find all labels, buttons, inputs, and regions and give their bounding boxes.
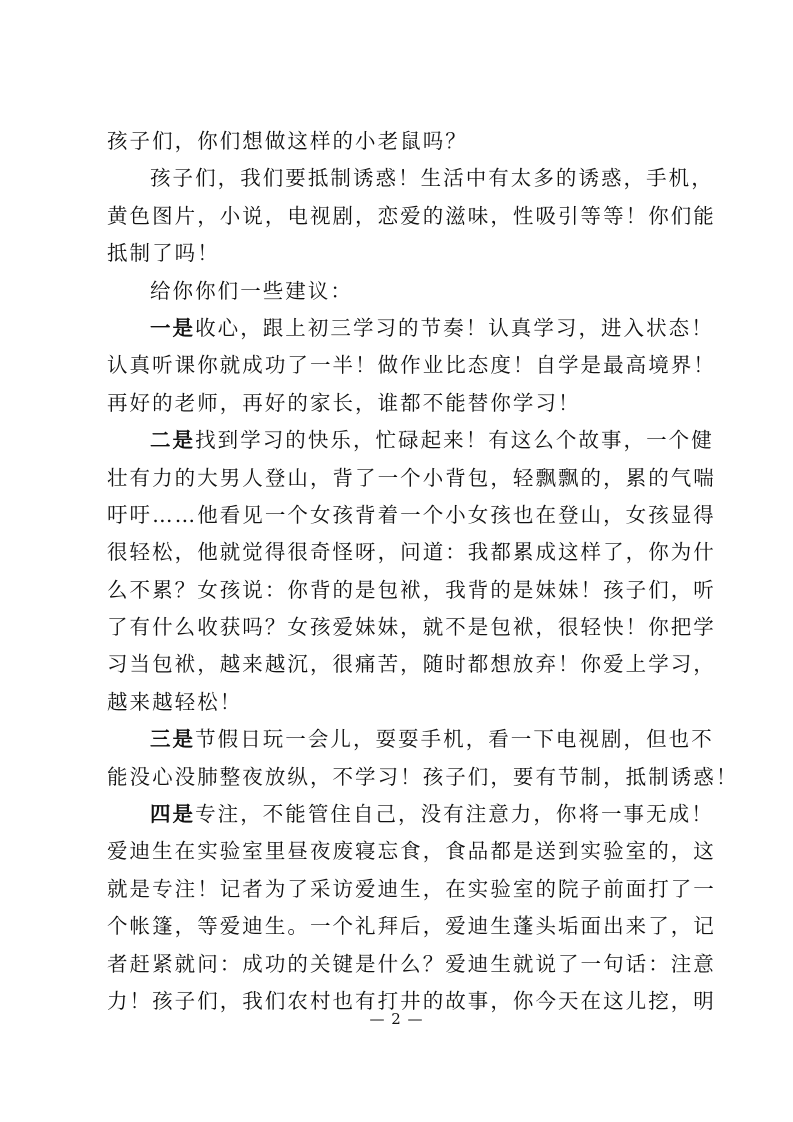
- text-line: 给你你们一些建议：: [150, 278, 353, 303]
- text-line: 越来越轻松！: [107, 689, 243, 714]
- point-label: 二是: [150, 428, 196, 453]
- text-run: 节假日玩一会儿，耍耍手机，看一下电视剧，但也不: [195, 727, 714, 752]
- page-number: — 2 —: [369, 1010, 424, 1028]
- text-line: 了有什么收获吗？女孩爱妹妹，就不是包袱，很轻快！你把学: [107, 615, 716, 640]
- text-line: 能没心没肺整夜放纵，不学习！孩子们，要有节制，抵制诱惑！: [107, 764, 739, 789]
- text-line: 爱迪生在实验室里昼夜废寝忘食，食品都是送到实验室的，这: [107, 839, 716, 864]
- text-line: 壮有力的大男人登山，背了一个小背包，轻飘飘的，累的气喘: [107, 465, 716, 490]
- text-line: [107, 721, 714, 758]
- point-label: 四是: [150, 802, 196, 827]
- text-run: 收心，跟上初三学习的节奏！认真学习，进入状态！: [195, 315, 714, 340]
- text-line: 再好的老师，再好的家长，谁都不能替你学习！: [107, 390, 581, 415]
- text-line: 孩子们，我们要抵制诱惑！生活中有太多的诱惑，手机，: [150, 166, 714, 191]
- point-label: 三是: [150, 727, 196, 752]
- text-line: 黄色图片，小说，电视剧，恋爱的滋味，性吸引等等！你们能: [107, 203, 716, 228]
- text-line: 力！孩子们，我们农村也有打井的故事，你今天在这儿挖，明: [107, 988, 716, 1013]
- text-run: 专注，不能管住自己，没有注意力，你将一事无成！: [195, 802, 714, 827]
- text-line: 么不累？女孩说：你背的是包袱，我背的是妹妹！孩子们，听: [107, 577, 716, 602]
- text-line: 个帐篷，等爱迪生。一个礼拜后，爱迪生蓬头垢面出来了，记: [107, 914, 716, 939]
- text-line: 抵制了吗！: [107, 241, 220, 266]
- text-line: 很轻松，他就觉得很奇怪呀，问道：我都累成这样了，你为什: [107, 540, 716, 565]
- text-line: 认真听课你就成功了一半！做作业比态度！自学是最高境界！: [107, 353, 716, 378]
- text-run: 找到学习的快乐，忙碌起来！有这么个故事，一个健: [195, 428, 714, 453]
- text-line: 习当包袱，越来越沉，很痛苦，随时都想放弃！你爱上学习，: [107, 652, 716, 677]
- text-line: [107, 422, 714, 459]
- document-body: [107, 123, 739, 1020]
- text-line: 吁吁……他看见一个女孩背着一个小女孩也在登山，女孩显得: [107, 502, 716, 527]
- text-line: 者赶紧就问：成功的关键是什么？爱迪生就说了一句话：注意: [107, 951, 716, 976]
- text-line: [107, 310, 714, 347]
- text-line: 就是专注！记者为了采访爱迪生，在实验室的院子前面打了一: [107, 876, 716, 901]
- text-line: [107, 796, 714, 833]
- text-line: 孩子们，你们想做这样的小老鼠吗？: [107, 129, 468, 153]
- point-label: 一是: [150, 315, 196, 340]
